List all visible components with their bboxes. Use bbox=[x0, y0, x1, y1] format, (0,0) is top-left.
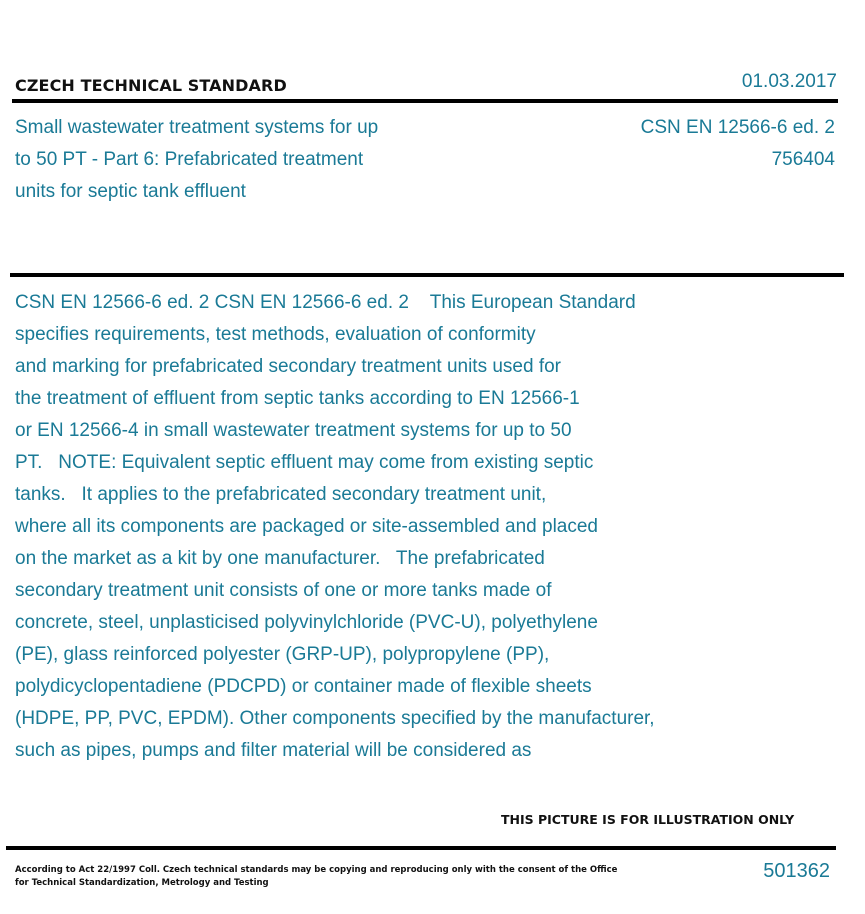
abstract-line: (HDPE, PP, PVC, EPDM). Other components specified by the manufacturer, bbox=[15, 708, 655, 729]
abstract-line: (PE), glass reinforced polyester (GRP-UP), polypropylene (PP), bbox=[15, 644, 550, 665]
classification-code: 756404 bbox=[771, 149, 835, 170]
legal-notice bbox=[15, 864, 618, 890]
abstract-line: the treatment of effluent from septic tanks according to EN 12566-1 bbox=[15, 388, 580, 409]
abstract-line: and marking for prefabricated secondary treatment units used for bbox=[15, 356, 562, 377]
abstract-line: where all its components are packaged or site-assembled and placed bbox=[15, 516, 598, 537]
standard-type-label: CZECH TECHNICAL STANDARD bbox=[15, 76, 287, 95]
abstract-line: polydicyclopentadiene (PDCPD) or container made of flexible sheets bbox=[15, 676, 592, 697]
title-line: units for septic tank effluent bbox=[15, 181, 246, 202]
legal-line: According to Act 22/1997 Coll. Czech technical standards may be copying and reproducing only with the consent of the Office bbox=[15, 865, 618, 875]
abstract-line: concrete, steel, unplasticised polyvinylchloride (PVC-U), polyethylene bbox=[15, 612, 598, 633]
title-line: Small wastewater treatment systems for up bbox=[15, 117, 379, 138]
standard-abstract bbox=[15, 287, 775, 767]
abstract-line: secondary treatment unit consists of one or more tanks made of bbox=[15, 580, 552, 601]
abstract-line: or EN 12566-4 in small wastewater treatment systems for up to 50 bbox=[15, 420, 572, 441]
abstract-line: tanks. It applies to the prefabricated secondary treatment unit, bbox=[15, 484, 547, 505]
title-line: to 50 PT - Part 6: Prefabricated treatment bbox=[15, 149, 364, 170]
publication-date: 01.03.2017 bbox=[741, 71, 837, 92]
abstract-line: on the market as a kit by one manufacturer. The prefabricated bbox=[15, 548, 545, 569]
document-number: 501362 bbox=[763, 860, 830, 882]
illustration-notice: THIS PICTURE IS FOR ILLUSTRATION ONLY bbox=[501, 812, 795, 827]
top-divider bbox=[12, 99, 838, 103]
standard-codes bbox=[641, 112, 835, 176]
middle-divider bbox=[10, 273, 844, 277]
abstract-line: specifies requirements, test methods, evaluation of conformity bbox=[15, 324, 536, 345]
abstract-line: such as pipes, pumps and filter material will be considered as bbox=[15, 740, 532, 761]
legal-line: for Technical Standardization, Metrology and Testing bbox=[15, 878, 269, 888]
standard-title bbox=[15, 112, 445, 208]
abstract-line: PT. NOTE: Equivalent septic effluent may come from existing septic bbox=[15, 452, 594, 473]
abstract-line: CSN EN 12566-6 ed. 2 CSN EN 12566-6 ed. 2 This European Standard bbox=[15, 292, 636, 313]
bottom-divider bbox=[6, 846, 836, 850]
standard-designation: CSN EN 12566-6 ed. 2 bbox=[640, 117, 835, 138]
